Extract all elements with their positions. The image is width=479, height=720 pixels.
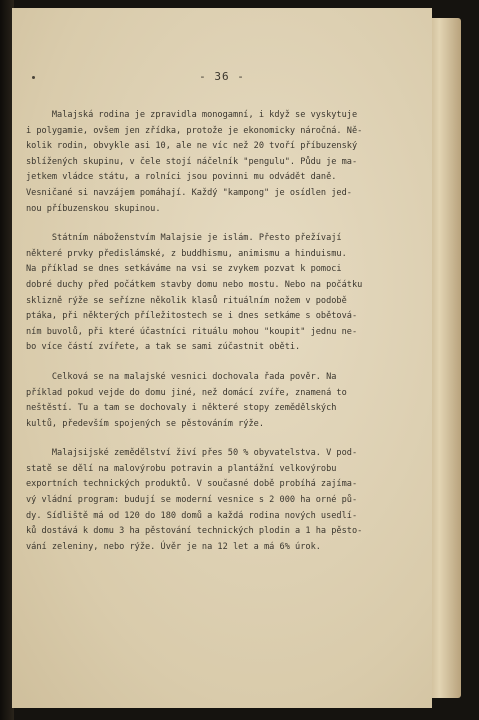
page-number: - 36 - — [199, 70, 245, 83]
text-line: ním buvolů, při které účastníci rituálu mohou "koupit" jednu ne- — [26, 326, 358, 337]
text-line: jetkem vládce státu, a rolníci jsou povinni mu odvádět daně. — [26, 172, 337, 183]
body-text — [26, 108, 426, 569]
text-line: Vesničané si navzájem pomáhají. Každý "kampong" je osídlen jed- — [26, 187, 352, 198]
text-line: Na příklad se dnes setkáváme na vsi se zvykem pozvat k pomoci — [26, 264, 342, 275]
text-line: sblížených skupinu, v čele stojí náčelník "pengulu". Půdu je ma- — [26, 156, 358, 167]
text-line: ků dostává k domu 3 ha pěstování technických plodin a 1 ha pěsto- — [26, 526, 363, 537]
text-line: statě se dělí na malovýrobu potravin a plantážní velkovýrobu — [26, 463, 337, 474]
text-line: ptáka, při některých příležitostech se i dnes setkáme s obětová- — [26, 311, 358, 322]
text-line: Celková se na malajské vesnici dochovala řada pověr. Na — [26, 371, 337, 382]
text-line: Malajsijské zemědělství živí přes 50 % obyvatelstva. V pod- — [26, 448, 358, 459]
text-line: i polygamie, ovšem jen zřídka, protože je ekonomicky náročná. Ně- — [26, 125, 363, 136]
text-line: některé prvky předislámské, z buddhismu, animismu a hinduismu. — [26, 248, 347, 259]
text-line: nou příbuzenskou skupinou. — [26, 203, 161, 214]
text-line: kultů, především spojených se pěstováním rýže. — [26, 418, 264, 429]
text-line: kolik rodin, obvykle asi 10, ale ne víc než 20 tvoří příbuzenský — [26, 141, 358, 152]
text-line: neštěstí. Tu a tam se dochovaly i některé stopy zemědělských — [26, 403, 337, 414]
text-line: dy. Sídliště má od 120 do 180 domů a každá rodina nových usedlí- — [26, 510, 358, 521]
paragraph — [26, 231, 426, 356]
page-sheet — [12, 8, 432, 708]
text-line: vý vládní program: budují se moderní vesnice s 2 000 ha orné pů- — [26, 495, 358, 506]
paragraph — [26, 446, 426, 555]
text-line: Státním náboženstvím Malajsie je islám. Přesto přežívají — [26, 233, 342, 244]
paragraph — [26, 370, 426, 432]
text-line: bo více částí zvířete, a tak se sami zúčastnit oběti. — [26, 342, 301, 353]
text-line: exportních technických produktů. V současné době probíhá zajíma- — [26, 479, 358, 490]
text-line: Malajská rodina je zpravidla monogamní, i když se vyskytuje — [26, 110, 358, 120]
text-line: dobré duchy před počátkem stavby domu nebo mostu. Nebo na počátku — [26, 279, 363, 290]
text-line: příklad pokud vejde do domu jiné, než domácí zvíře, znamená to — [26, 387, 347, 398]
paragraph — [26, 108, 426, 217]
text-line: vání zeleniny, nebo rýže. Úvěr je na 12 let a má 6% úrok. — [26, 541, 321, 552]
text-line: sklizně rýže se seřízne několik klasů rituálním nožem v podobě — [26, 295, 347, 306]
